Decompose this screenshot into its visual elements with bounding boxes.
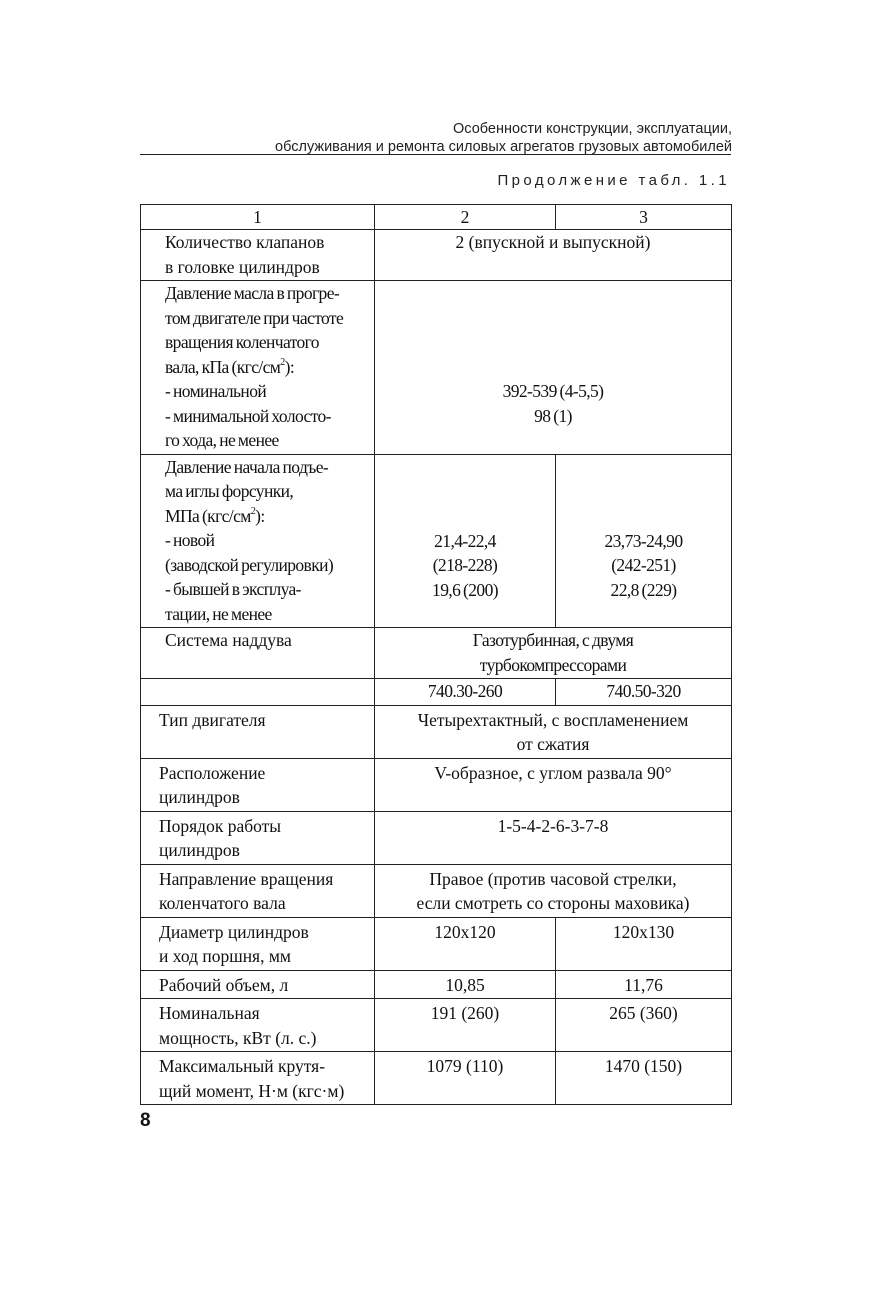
column-header-3: 3 xyxy=(556,205,732,230)
row-value-col3 xyxy=(556,454,732,628)
label-line: цилиндров xyxy=(159,787,240,807)
bore-stroke-b: 120x130 xyxy=(556,917,732,970)
header-divider xyxy=(140,154,731,155)
row-label xyxy=(141,281,375,455)
row-value xyxy=(375,705,732,758)
label-line: го хода, не менее xyxy=(165,430,279,450)
label-text: ): xyxy=(255,505,265,526)
table-row-valves xyxy=(141,230,732,281)
row-label xyxy=(141,811,375,864)
superscript: 2 xyxy=(250,505,256,517)
table-row-rotation xyxy=(141,864,732,917)
power-a: 191 (260) xyxy=(375,999,556,1052)
label-line: Порядок работы xyxy=(159,815,282,836)
label-line: Номинальная xyxy=(159,1003,260,1023)
row-label: Система наддува xyxy=(141,628,375,679)
oil-pressure-idle: 98 (1) xyxy=(534,405,572,426)
displacement-a: 10,85 xyxy=(375,970,556,999)
value-line: Четырехтактный, с воспламенением xyxy=(417,709,689,730)
oil-pressure-nominal: 392-539 (4-5,5) xyxy=(502,381,604,401)
engine-spec-table xyxy=(140,204,732,1105)
table-row-bore-stroke xyxy=(141,917,732,970)
label-line xyxy=(165,355,368,380)
row-value xyxy=(375,281,732,455)
row-label xyxy=(141,917,375,970)
row-value: V-образное, с углом развала 90° xyxy=(375,758,732,811)
label-line: и ход поршня, мм xyxy=(159,946,292,966)
label-line: Количество клапанов xyxy=(165,232,325,252)
torque-a: 1079 (110) xyxy=(375,1052,556,1105)
label-line: щий момент, Н·м (кгс·м) xyxy=(159,1080,345,1101)
value-line: Газотурбинная, с двумя xyxy=(472,630,634,650)
running-header xyxy=(140,120,732,156)
injector-new-a: 21,4-22,4 xyxy=(434,530,496,551)
row-value xyxy=(375,864,732,917)
label-text: ): xyxy=(284,356,295,377)
column-header-2: 2 xyxy=(375,205,556,230)
value-line: Правое (против часовой стрелки, xyxy=(429,868,677,889)
label-line: Максимальный крутя- xyxy=(159,1056,326,1076)
table-row-engine-type xyxy=(141,705,732,758)
injector-new-b: 23,73-24,90 xyxy=(604,530,683,551)
table-row-torque xyxy=(141,1052,732,1105)
label-line: ма иглы форсунки, xyxy=(165,481,294,501)
label-line: коленчатого вала xyxy=(159,893,286,913)
label-text: МПа (кгс/см xyxy=(165,505,251,526)
superscript: 2 xyxy=(280,356,285,368)
label-line: (заводской регулировки) xyxy=(165,554,334,575)
label-line: - бывшей в эксплуа- xyxy=(165,579,301,599)
label-line: - номинальной xyxy=(165,381,267,401)
row-label xyxy=(141,864,375,917)
label-text: вала, кПа (кгс/см xyxy=(165,356,281,377)
injector-used-a: 19,6 (200) xyxy=(432,579,498,600)
power-b: 265 (360) xyxy=(556,999,732,1052)
label-line xyxy=(165,504,368,529)
label-line: тации, не менее xyxy=(165,603,272,624)
label-line: том двигателе при частоте xyxy=(165,307,344,328)
row-label xyxy=(141,999,375,1052)
row-label-empty xyxy=(141,679,375,706)
table-row-power xyxy=(141,999,732,1052)
value-line: если смотреть со стороны маховика) xyxy=(416,893,690,913)
running-header-line-1: Особенности конструкции, эксплуатации, xyxy=(453,121,732,137)
label-line: Давление начала подъе- xyxy=(165,456,329,477)
page-number: 8 xyxy=(140,1110,151,1131)
label-line: мощность, кВт (л. с.) xyxy=(159,1027,317,1048)
table-row-oil-pressure xyxy=(141,281,732,455)
row-value-col2 xyxy=(375,454,556,628)
label-line: - новой xyxy=(165,530,215,550)
row-value: 2 (впускной и выпускной) xyxy=(375,230,732,281)
label-line: в головке цилиндров xyxy=(165,256,320,277)
value-line: от сжатия xyxy=(516,734,590,754)
row-label xyxy=(141,758,375,811)
label-line: Диаметр цилиндров xyxy=(159,921,309,942)
row-label: Рабочий объем, л xyxy=(141,970,375,999)
row-label xyxy=(141,230,375,281)
label-line: Расположение xyxy=(159,762,266,783)
row-label xyxy=(141,454,375,628)
injector-new-a-kgf: (218-228) xyxy=(432,555,498,575)
bore-stroke-a: 120x120 xyxy=(375,917,556,970)
torque-b: 1470 (150) xyxy=(556,1052,732,1105)
row-label: Тип двигателя xyxy=(141,705,375,758)
column-header-1: 1 xyxy=(141,205,375,230)
table-row-cylinder-layout xyxy=(141,758,732,811)
running-header-line-2: обслуживания и ремонта силовых агрегатов грузовых автомобилей xyxy=(275,139,732,155)
injector-used-b: 22,8 (229) xyxy=(610,579,677,600)
label-line: Давление масла в прогре- xyxy=(165,283,340,303)
model-b: 740.50-320 xyxy=(556,679,732,706)
table-row-boost xyxy=(141,628,732,679)
table-header-row xyxy=(141,205,732,230)
row-value: 1-5-4-2-6-3-7-8 xyxy=(375,811,732,864)
table-caption: Продолжение табл. 1.1 xyxy=(497,172,730,189)
table-row-injector-pressure xyxy=(141,454,732,628)
label-line: - минимальной холосто- xyxy=(165,405,331,426)
injector-new-b-kgf: (242-251) xyxy=(611,555,676,575)
displacement-b: 11,76 xyxy=(556,970,732,999)
value-line: турбокомпрессорами xyxy=(479,654,627,675)
table-row-models xyxy=(141,679,732,706)
model-a: 740.30-260 xyxy=(375,679,556,706)
table-row-firing-order xyxy=(141,811,732,864)
label-line: вращения коленчатого xyxy=(165,332,319,352)
table-row-displacement xyxy=(141,970,732,999)
row-label xyxy=(141,1052,375,1105)
label-line: цилиндров xyxy=(159,840,240,860)
row-value xyxy=(375,628,732,679)
label-line: Направление вращения xyxy=(159,868,334,889)
